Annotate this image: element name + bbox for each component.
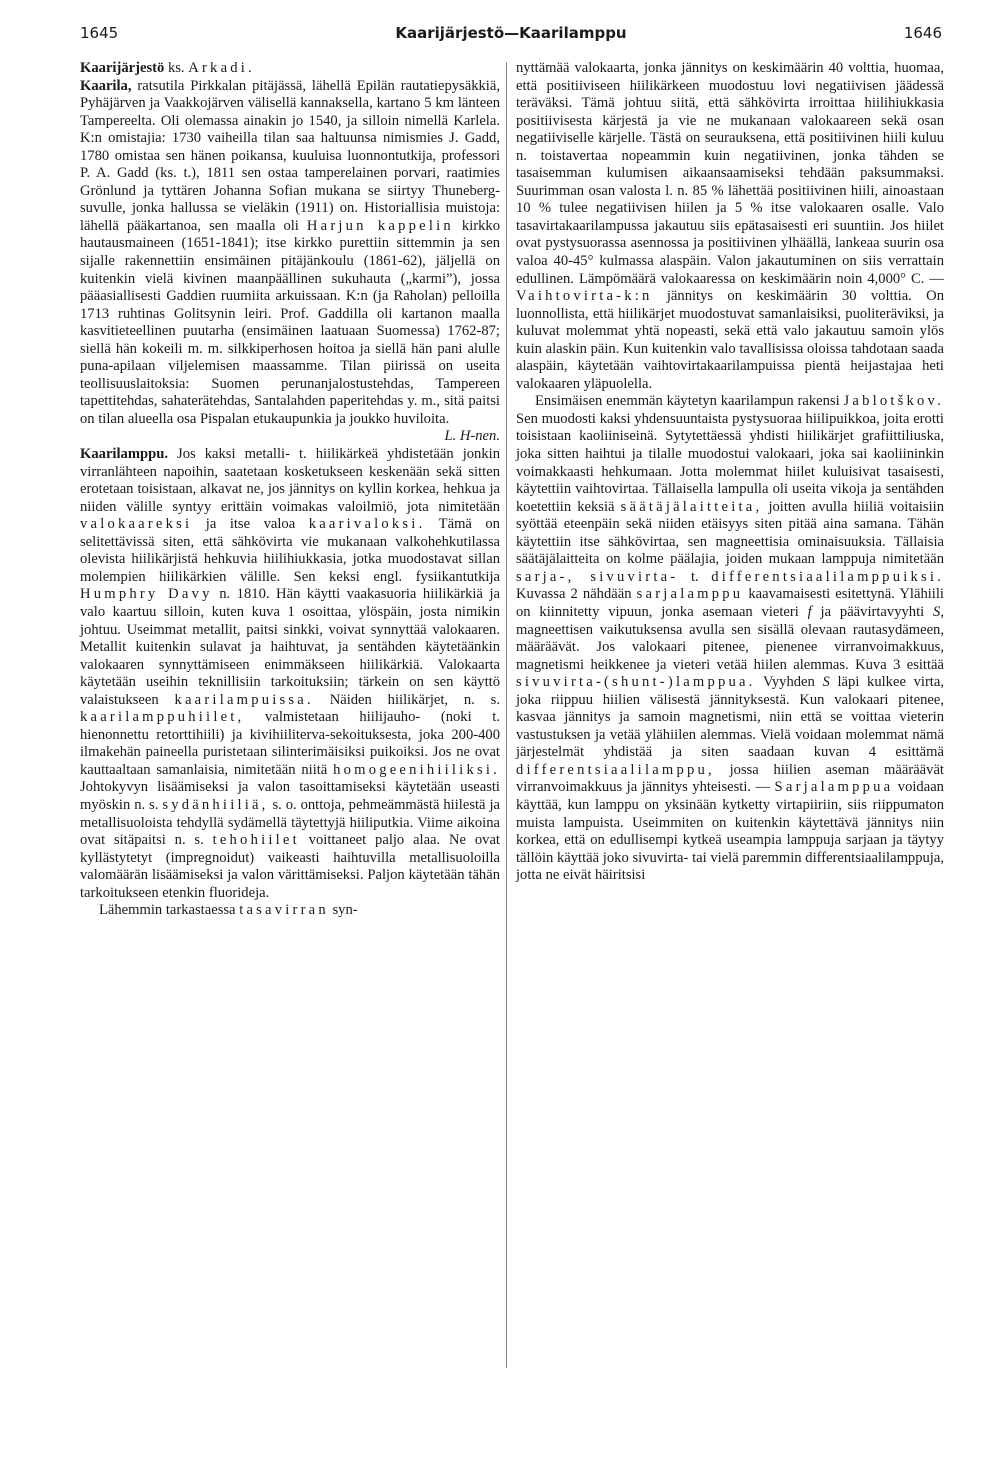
entry-text: magneettisen vaikutuksensa avulla sen sisällä olevaan rautasydämeen, määräävät. Jos valokaari pitenee, pienenee virranvoimakkuus, magnetismi heikkenee ja vieteri vetää hiilen alemmas. Kuva 3 esittää — [516, 621, 944, 673]
entry-text: n. 1810. Hän käytti vaakasuoria hiilikärkiä ja valo kaartuu silloin, kuten kuva 1 osoittaa, ylöspäin, josta nimikin johtuu. Useimmat metallit, paitsi sinkki, voivat synnyttää valokaaren. Metallit kuitenkin sulavat ja haihtuvat, ja sentähden käytetäänkin valokaaren synnyttämiseen enimmäkseen hiilikärkiä. Valokaarta käytetään useihin teknillisiin tarkoituksiin; tärkein on sen käyttö valaistukseen — [80, 586, 500, 708]
entry-text: jossa hiilien aseman määräävät virranvoimakkuus ja jännitys yhteisesti. — — [516, 761, 944, 796]
entry-text: Jos kaksi metalli- t. hiilikärkeä yhdistetään jonkin virranlähteen napoihin, saatetaan kosketukseen keskenään sekä sitten erotetaan toisistaan, alkavat ne, jos jännitys on kyllin korkea, hehkua ja niiden välille syntyy erittäin voimakas valoilmiö, jota nimitetään — [80, 446, 500, 515]
symbol-s: S, — [933, 603, 944, 620]
spaced-term: Humphry Davy — [80, 586, 213, 603]
paragraph — [516, 393, 944, 884]
paragraph — [80, 902, 500, 920]
entry-text: ja päävirtavyyhti — [820, 603, 925, 620]
entry-text: voittaneet paljo alaa. Ne ovat kyllästytetyt (impregnoidut) vaikeasti haihtuvilla metallisuoloilla valomäärän lisäämiseksi ja valon värittämiseksi. Paljon käytetään tähän tarkoitukseen etenkin fluorideja. — [80, 832, 500, 901]
spaced-term: Harjun kappelin — [306, 217, 454, 234]
entry-text: nyttämää valokaarta, jonka jännitys on keskimäärin 40 volttia, huomaa, että positiiviseen hiilikärkeen muodostuu lovi negatiivisen jäädessä teräväksi. Tämä johtuu siitä, että sähkövirta irroittaa hiilihiukkasia positiivisesta kärjestä ja vie ne mukanaan valokaareen sekä osan negatiiviselle kärjelle. Tästä on seurauksena, että positiivinen hiili kuluu n. toistavertaa nopeammin kuin negatiivinen, jonka tähden se tasaisemman kulumisen aikaansaamiseksi tehdään paksummaksi. Suurimman osan valosta l. n. 85 % lähettää positiivinen hiili, ainoastaan 10 % tulee negatiivisen hiilen ja 5 % itse valokaaren osalle. Valo tasavirtakaarilampussa jakautuu siis epätasaisesti eri suuntiin. Jos hiilet ovat pystysuorassa asennossa ja positiivinen ylhäällä, lankeaa suurin osa valoa 40-45° kulmassa alaspäin. Valon jakautuminen on siis verrattain edullinen. Lämpömäärä valokaaressa on keskimäärin noin 4,000° C. — — [516, 60, 944, 287]
entry-text: jännitys on keskimäärin 30 volttia. On luonnollista, että hiilikärjet muodostuvat samanlaisiksi, puoliteräviksi, ja kuluvat molemmat yhtä nopeasti, sekä että valo jakautuu samoin ylös kuin alaskin päin. Kun kuitenkin valo tavallisissa oloissa tahdotaan saada alaspäin, käytetään vaihtovirtakaarilampuissa pientä heijastajaa heti valokaaren yläpuolella. — [516, 288, 944, 392]
spaced-term: kaarilampuissa. — [174, 691, 314, 708]
spaced-term: kaarilamppuhiilet, — [80, 709, 245, 726]
spaced-term: differentsiaalilamppuiksi. — [711, 568, 944, 585]
entry-text: Näiden hiilikärjet, n. s. — [329, 691, 500, 708]
spaced-term: valokaareksi — [80, 516, 193, 533]
entry-text: joitten avulla hiiliä voitaisiin syöttää eteenpäin sekä niiden etäisyys siten pitää aina samana. Tähän käytettiin itse sähkövirtaa, sen magneettisia ominaisuuksia. Tällaisia säätäjälaitteita on kolme päälajia, joiden mukaan lamppuja nimitetään — [516, 498, 944, 568]
entry-text: Kuvassa 2 nähdään — [516, 586, 632, 603]
entry-text: Vyyhden — [762, 674, 815, 691]
entry-text: t. — [690, 568, 699, 585]
headword: Kaarilamppu. — [80, 446, 168, 463]
symbol-s: S — [822, 674, 830, 691]
headword: Kaarijärjestö — [80, 60, 165, 76]
see-label: ks. — [167, 60, 185, 76]
entry-text: s. o. onttoja, pehmeämmästä hiilestä ja metallisuoloista tehdyllä sydämellä täytettyjä hiiliputkia. Viime aikoina ovat sitäpaitsi n. s. — [80, 796, 500, 849]
entry-text: ratsutila Pirkkalan pitäjässä, lähellä Epilän rautatiepysäkkiä, Pyhäjärven ja Vaakkojärven välisellä kannaksella, kartano 5 km länteen Tampereelta. Oli olemassa ainakin jo 1540, ja silloin nimellä Karlela. K:n omistajia: 1730 vaiheilla tilan saa haltuunsa nimismies J. Gadd, 1780 omistaa sen hänen poikansa, kuuluisa luonnontutkija, professori P. A. Gadd (ks. t.), 1811 sen ostaa tamperelainen porvari, raatimies Grönlund ja tyttären Johanna Sofian mukana se siirtyy Thuneberg-suvulle, jonka hallussa se vieläkin (1911) on. Historiallisia muistoja: lähellä pääkartanoa, sen maalla oli — [80, 77, 500, 234]
spaced-term: tasavirran — [239, 902, 329, 919]
cross-reference: Arkadi. — [188, 60, 255, 76]
entry-text: kirkko hautausmaineen (1651-1841); itse kirkko purettiin sittemmin ja sen sijalle rakennettiin ensimäinen pitäjänkoulu (1861-62), jäljellä on kuitenkin vielä kivinen maanpäällinen sukuhauta („karmi”), jossa pääasiallisesti Gaddien ruumiita arkuissaan. K:n (ja Raholan) pelloilla 1713 ruhtinas Golitsynin leiri. Prof. Gaddilla oli kartanon maalla kasvitieteellinen puutarha (ensimäinen laatuaan Suomessa) 1762-87; siellä hän kokeili m. m. silkkiperhosen hoitoa ja siellä hän pani alulle puna-apilaan viljelemisen maassamme. Tilan piirissä on useita teollisuuslaitoksia: Suomen perunanjalostustehdas, Tampereen tapettitehdas, sahaterätehdas, Santalahden paperitehdas y. m., sitä paitsi on tilan alueella osa Pispalan etukaupunkia ja joukko huviloita. — [80, 217, 501, 427]
headword: Kaarila, — [80, 77, 132, 94]
spaced-term: Vaihtovirta-k:n — [516, 288, 653, 305]
entry-text: Ensimäisen enemmän käytetyn kaarilampun rakensi — [534, 393, 840, 410]
header-title: Kaarijärjestö—Kaarilamppu — [395, 24, 627, 42]
spaced-term: sarja-, sivuvirta- — [516, 568, 679, 585]
symbol-f: f — [807, 603, 812, 620]
page-number-right: 1646 — [903, 24, 942, 42]
entry-text: Tämä on selitettävissä siten, että sähkövirta vie mukanaan valkohehkutilassa olevista hiilikärjistä hehkuvia hiilihiukkasia, jotka muodostavat sillan molempien hiilikärkien välille. Sen keksi engl. fysiikantutkija — [80, 516, 500, 585]
entry-text: syn- — [332, 902, 358, 919]
paragraph — [516, 60, 944, 393]
spaced-term: Sarjalamppua — [774, 779, 894, 796]
entry-text: valmistetaan hiilijauho- (noki t. hienonnettu retorttihiili) ja kivihiiliterva-sekoituksesta, joka 200-400 ilmakehän paineella puristetaan silinterimäisiksi puikoiksi. Jos ne ovat kauttaaltaan samanlaisia, nimitetään niitä — [80, 709, 500, 778]
spaced-term: sydänhiiliä, — [162, 796, 269, 813]
spaced-term: differentsiaalilamppu, — [516, 761, 715, 778]
spaced-term: Jablotškov. — [843, 393, 944, 410]
spaced-term: tehohiilet — [212, 832, 300, 849]
left-column — [80, 60, 500, 920]
entry-text: ja itse valoa — [205, 516, 296, 533]
entry-text: Sen muodosti kaksi yhdensuuntaista pystysuoraa hiilipuikkoa, joita erotti toisistaan kaoliiniseinä. Sytytettäessä yhdisti hiilikärjet grafiittiliuska, joka sitten haihtui ja tilalle muodostui valokaari, joka sai kaoliininkin voimakkaasti hehkumaan. Jotta molemmat hiilet kuluisivat tasaisesti, käytettiin vaihtovirtaa. Tällaisella lampulla oli useita vikoja ja sentähden koetettiin keksiä — [516, 410, 944, 515]
entry-text: läpi kulkee virta, joka riippuu hiilien välisestä jännityksestä. Kun valokaari pitenee, kasvaa jännitys ja samoin magnetismi, niin että se voittaa vieterin vastustuksen ja vetää ylähiilen alemmas. Vielä voidaan molemmat nämä järjestelmät yhdistää ja siten saadaan kuvan 4 esittämä — [516, 674, 944, 761]
page-number-left: 1645 — [80, 24, 119, 42]
author-signature: L. H-nen. — [444, 428, 500, 445]
spaced-term: homogeenihiiliksi. — [333, 761, 500, 778]
entry-text: Johtokyvyn lisäämiseksi ja valon tasoittamiseksi käytetään useasti myöskin n. s. — [80, 779, 500, 813]
right-column — [516, 60, 944, 885]
entry-text: voidaan käyttää, kun lamppu on yksinään kytketty virtapiiriin, siis riippumaton muista lampuista. Useimmiten on kuitenkin käytettävä jännitys niin korkea, että on edullisempi kytkeä useampia lamppuja sarjaan ja täytyy tällöin käyttää joko sivuvirta- tai vielä paremmin differentsiaalilamppuja, jotta ne eivät häiritsisi — [516, 779, 944, 884]
spaced-term: sarjalamppu — [636, 586, 744, 603]
entry-text: kaavamaisesti esitettynä. Ylähiili on kiinnitetty vipuun, jonka asemaan vieteri — [516, 586, 944, 620]
entry-text: Lähemmin tarkastaessa — [98, 902, 236, 919]
column-divider — [506, 62, 507, 1368]
running-header — [80, 24, 942, 46]
spaced-term: säätäjälaitteita, — [620, 498, 763, 515]
entry-kaarilamppu — [80, 446, 500, 902]
entry-kaarila — [80, 78, 500, 446]
entry-kaarijarjesto — [80, 60, 500, 78]
spaced-term: sivuvirta-(shunt-)lamppua. — [516, 674, 756, 691]
spaced-term: kaarivaloksi. — [308, 516, 426, 533]
